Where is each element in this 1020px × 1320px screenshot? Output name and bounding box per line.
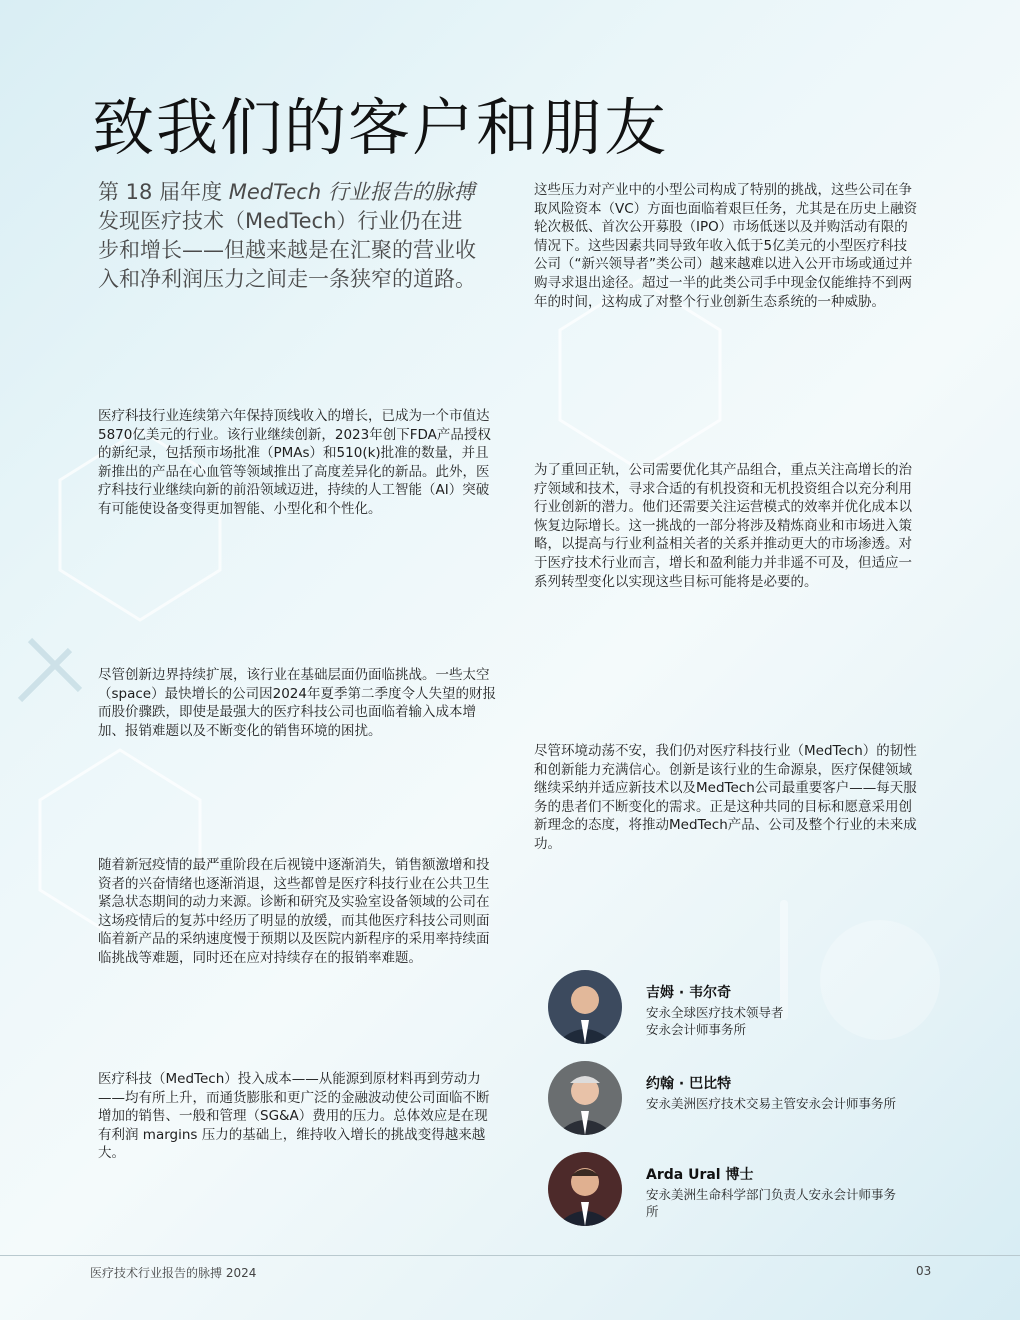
body-paragraph-left-3: 随着新冠疫情的最严重阶段在后视镜中逐渐消失，销售额激增和投资者的兴奋情绪也逐渐消退，这些都曾是医疗科技行业在公共卫生紧急状态期间的动力来源。诊断和研究及实验室设备领域的公司在这场疫情后的复苏中经历了明显的放缓，而其他医疗科技公司则面临着新产品的采纳速度慢于预期以及医院内新程序的采用率持续面临挑战等难题，同时还在应对持续存在的报销率难题。	[98, 857, 490, 966]
body-paragraph-right-1: 这些压力对产业中的小型公司构成了特别的挑战，这些公司在争取风险资本（VC）方面也面临着艰巨任务，尤其是在历史上融资轮次极低、首次公开募股（IPO）市场低迷以及并购活动有限的情况下。这些因素共同导致年收入低于5亿美元的小型医疗科技公司（“新兴领导者”类公司）越来越难以进入公开市场或通过并购寻求退出途径。超过一半的此类公司手中现金仅能维持不到两年的时间，这构成了对整个行业创新生态系统的一种威胁。	[534, 182, 918, 310]
body-paragraph-left-2: 尽管创新边界持续扩展，该行业在基础层面仍面临挑战。一些太空（space）最快增长的公司因2024年夏季第二季度令人失望的财报而股价骤跌，即使是最强大的医疗科技公司也面临着输入成本增加、报销难题以及不断变化的销售环境的困扰。	[98, 667, 496, 739]
lead-part-2: 发现医疗技术（MedTech）行业仍在进步和增长——但越来越是在汇聚的营业收入和净利润压力之间走一条狭窄的道路。	[98, 209, 476, 291]
portrait-image	[548, 970, 622, 1044]
footer-report-title: 医疗技术行业报告的脉搏 2024	[90, 1266, 257, 1280]
author-role: 安永美洲医疗技术交易主管安永会计师事务所	[646, 1096, 897, 1111]
author-name: Arda Ural 博士	[646, 1167, 754, 1183]
author-name: 吉姆 · 韦尔奇	[646, 985, 732, 1001]
body-paragraph-left-1: 医疗科技行业连续第六年保持顶线收入的增长，已成为一个市值达5870亿美元的行业。该行业继续创新，2023年创下FDA产品授权的新纪录，包括预市场批准（PMAs）和510(k)批准的数量，并且新推出的产品在心血管等领域推出了高度差异化的新品。此外，医疗科技行业继续向新的前沿领域迈进，持续的人工智能（AI）突破有可能使设备变得更加智能、小型化和个性化。	[98, 408, 491, 517]
lead-report-name: MedTech 行业报告的脉搏	[228, 180, 475, 204]
author-role: 安永美洲生命科学部门负责人安永会计师事务所	[646, 1187, 897, 1219]
page-number: 03	[916, 1264, 932, 1278]
portrait-image	[548, 1061, 622, 1135]
author-role: 安永全球医疗技术领导者 安永会计师事务所	[646, 1005, 784, 1037]
author-name: 约翰 · 巴比特	[646, 1076, 732, 1092]
footer-divider	[0, 1255, 1020, 1256]
author-card-1	[548, 970, 908, 1046]
avatar	[548, 1152, 622, 1226]
author-card-3	[548, 1152, 908, 1228]
lead-paragraph	[98, 178, 483, 294]
page-title: 致我们的客户和朋友	[92, 91, 669, 164]
body-paragraph-right-2: 为了重回正轨，公司需要优化其产品组合，重点关注高增长的治疗领域和技术，寻求合适的有机投资和无机投资组合以充分利用行业创新的潜力。他们还需要关注运营模式的效率并优化成本以恢复边际增长。这一挑战的一部分将涉及精炼商业和市场进入策略，以提高与行业利益相关者的关系并推动更大的市场渗透。对于医疗技术行业而言，增长和盈利能力并非遥不可及，但适应一系列转型变化以实现这些目标可能将是必要的。	[534, 462, 912, 590]
avatar	[548, 1061, 622, 1135]
portrait-image	[548, 1152, 622, 1226]
author-card-2	[548, 1061, 908, 1137]
body-paragraph-left-4: 医疗科技（MedTech）投入成本——从能源到原材料再到劳动力——均有所上升，而通货膨胀和更广泛的金融波动使公司面临不断增加的销售、一般和管理（SG&A）费用的压力。总体效应是在现有利润 margins 压力的基础上，维持收入增长的挑战变得越来越大。	[98, 1071, 490, 1162]
lead-part-1: 第 18 届年度	[98, 180, 229, 204]
avatar	[548, 970, 622, 1044]
body-paragraph-right-3: 尽管环境动荡不安，我们仍对医疗科技行业（MedTech）的韧性和创新能力充满信心。创新是该行业的生命源泉，医疗保健领域继续采纳并适应新技术以及MedTech公司最重要客户——每天服务的患者们不断变化的需求。正是这种共同的目标和愿意采用创新理念的态度，将推动MedTech产品、公司及整个行业的未来成功。	[534, 743, 917, 852]
